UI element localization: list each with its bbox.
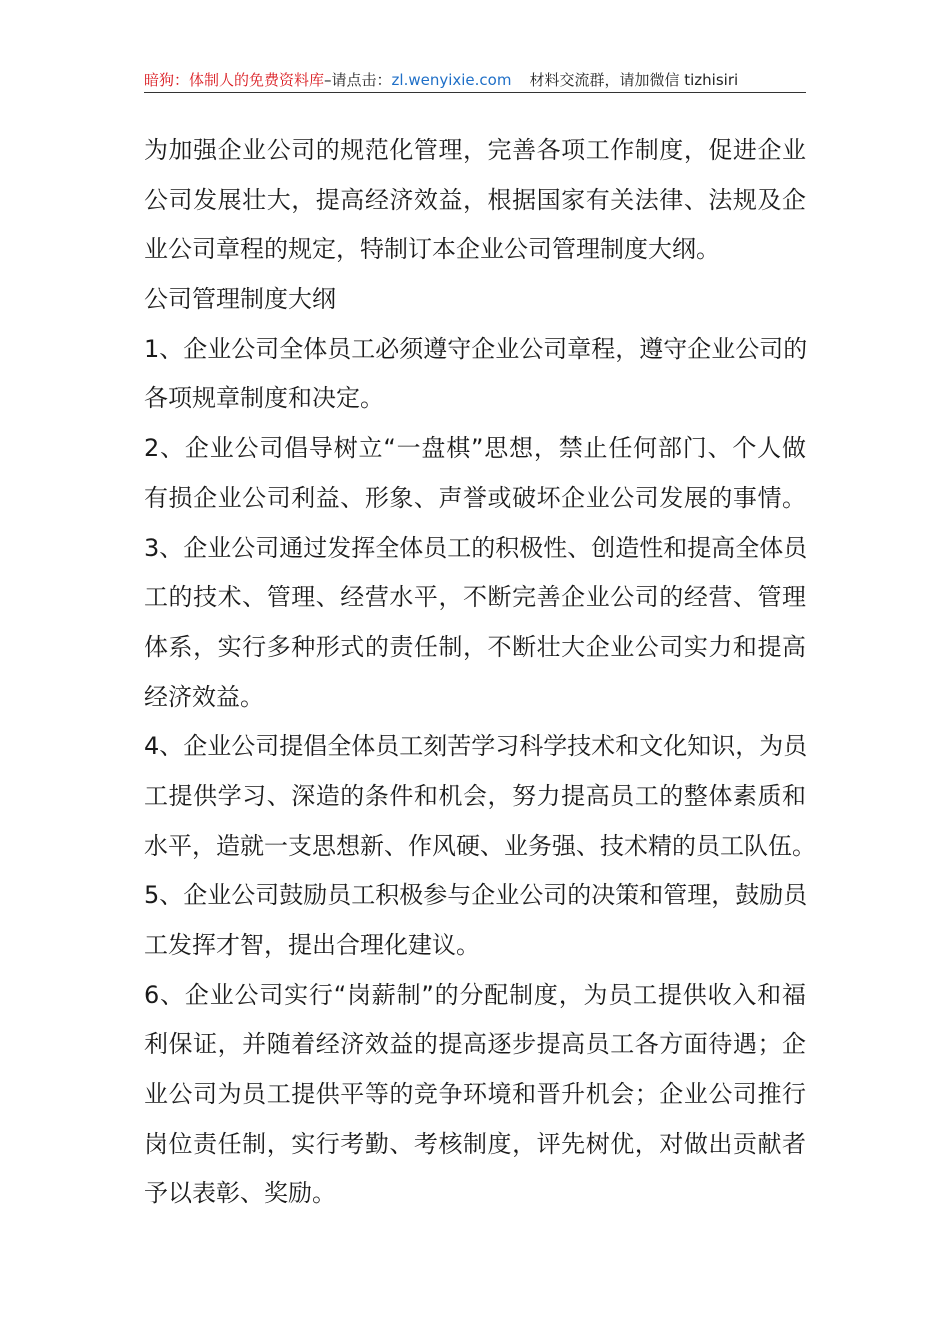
text-line: 工提供学习、深造的条件和机会，努力提高员工的整体素质和 <box>144 781 806 810</box>
text-line: 有损企业公司利益、形象、声誉或破坏企业公司发展的事情。 <box>144 483 806 512</box>
text-line: 予以表彰、奖励。 <box>144 1179 336 1208</box>
section-title: 公司管理制度大纲 <box>144 285 336 314</box>
header-prompt: –请点击： <box>324 71 392 89</box>
text-line: 利保证，并随着经济效益的提高逐步提高员工各方面待遇；企 <box>144 1030 806 1059</box>
text-line: 6、企业公司实行“岗薪制”的分配制度，为员工提供收入和福 <box>144 980 806 1009</box>
text-line: 3、企业公司通过发挥全体员工的积极性、创造性和提高全体员 <box>144 533 808 562</box>
text-line: 2、企业公司倡导树立“一盘棋”思想，禁止任何部门、个人做 <box>144 434 806 463</box>
header-link[interactable]: zl.wenyixie.com <box>391 71 512 89</box>
text-line: 经济效益。 <box>144 682 264 711</box>
text-line: 水平，造就一支思想新、作风硬、业务强、技术精的员工队伍。 <box>144 831 816 860</box>
text-line: 工的技术、管理、经营水平，不断完善企业公司的经营、管理 <box>144 583 806 612</box>
header-wechat-note: 材料交流群，请加微信 tizhisiri <box>529 71 739 89</box>
text-line: 工发挥才智，提出合理化建议。 <box>144 931 480 959</box>
text-line: 为加强企业公司的规范化管理，完善各项工作制度，促进企业 <box>144 136 806 164</box>
document-body <box>144 126 816 1219</box>
text-line: 业公司为员工提供平等的竞争环境和晋升机会；企业公司推行 <box>144 1080 806 1109</box>
text-line: 1、企业公司全体员工必须遵守企业公司章程，遵守企业公司的 <box>144 334 808 363</box>
text-line: 体系，实行多种形式的责任制，不断壮大企业公司实力和提高 <box>144 632 806 661</box>
header-brand: 暗狗：体制人的免费资料库 <box>144 71 325 89</box>
text-line: 4、企业公司提倡全体员工刻苦学习科学技术和文化知识，为员 <box>144 732 808 761</box>
text-line: 各项规章制度和决定。 <box>144 384 384 413</box>
text-line: 公司发展壮大，提高经济效益，根据国家有关法律、法规及企 <box>144 185 806 214</box>
page-header <box>144 68 806 93</box>
text-line: 岗位责任制，实行考勤、考核制度，评先树优，对做出贡献者 <box>144 1129 806 1158</box>
text-line: 5、企业公司鼓励员工积极参与企业公司的决策和管理，鼓励员 <box>144 881 808 910</box>
text-line: 业公司章程的规定，特制订本企业公司管理制度大纲。 <box>144 235 720 264</box>
